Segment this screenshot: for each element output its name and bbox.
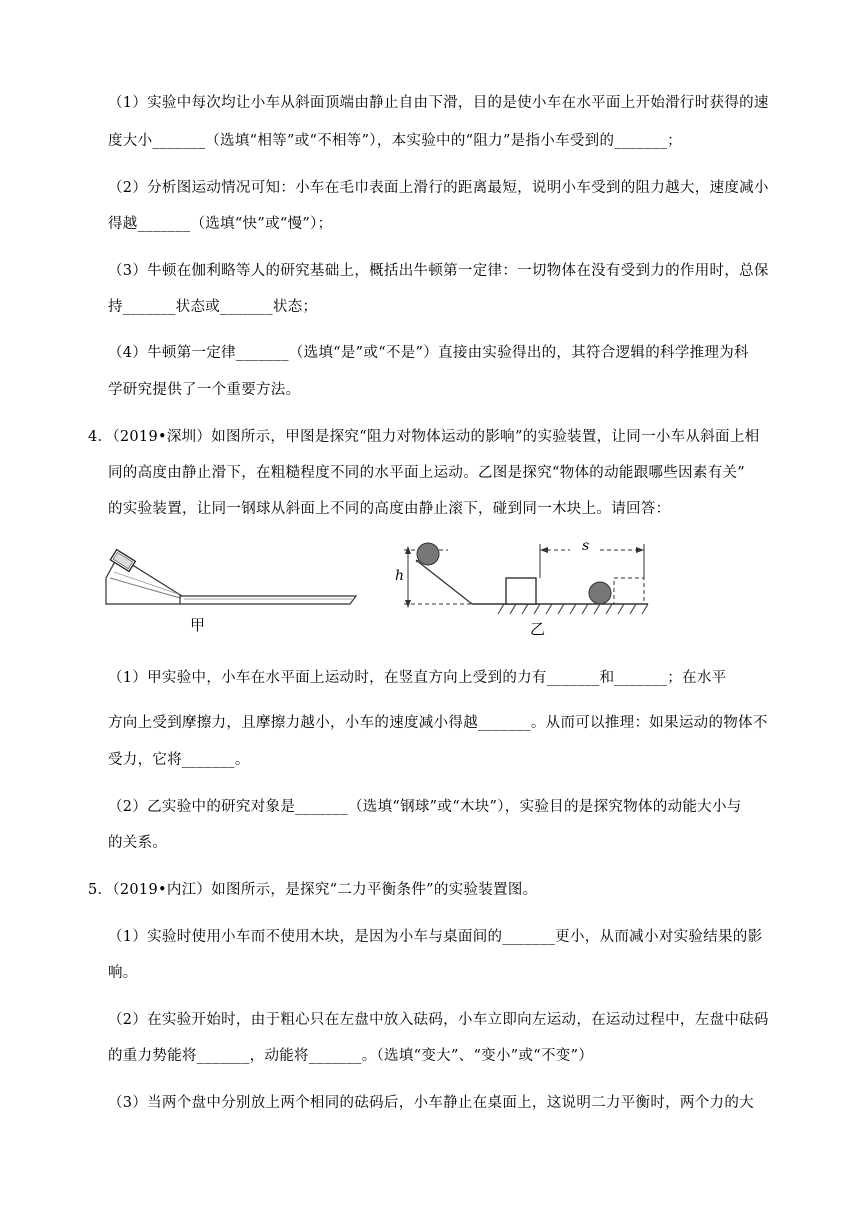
line-18: （1）实验时使用小车而不使用木块，是因为小车与桌面间的_______更小，从而减小对实验结果的影: [108, 929, 763, 945]
figure-b-apparatus: [404, 543, 648, 614]
line-17: 5．（2019•内江）如图所示，是探究“二力平衡条件”的实验装置图。: [88, 882, 538, 898]
line-4: 得越_______（选填“快”或“慢”）；: [108, 216, 333, 232]
figure-label-b: 乙: [530, 620, 546, 638]
line-1: （1）实验中每次均让小车从斜面顶端由静止自由下滑，目的是使小车在水平面上开始滑行时获得的速: [108, 95, 769, 111]
line-10: 同的高度由静止滑下，在粗糙程度不同的水平面上运动。乙图是探究“物体的动能跟哪些因素有关”: [108, 465, 746, 481]
line-11: 的实验装置，让同一钢球从斜面上不同的高度由静止滚下，碰到同一木块上。请回答：: [108, 501, 671, 517]
ball-bottom: [589, 582, 611, 604]
line-8: 学研究提供了一个重要方法。: [108, 382, 301, 398]
line-2: 度大小_______（选填“相等”或“不相等”），本实验中的“阻力”是指小车受到的_______；: [108, 133, 682, 149]
line-13: 方向上受到摩擦力，且摩擦力越小，小车的速度减小得越_______。从而可以推理：如果运动的物体不: [108, 715, 768, 731]
line-22: （3）当两个盘中分别放上两个相同的砝码后，小车静止在桌面上，这说明二力平衡时，两个力的大: [108, 1095, 754, 1111]
line-21: 的重力势能将_______，动能将_______。（选填“变大”、“变小”或“不变”）: [108, 1048, 594, 1064]
figure-label-a: 甲: [190, 616, 206, 634]
figure-h-label: h: [395, 568, 405, 584]
line-14: 受力，它将_______。: [108, 752, 250, 768]
line-20: （2）在实验开始时，由于粗心只在左盘中放入砝码，小车立即向左运动，在运动过程中，左盘中砝码: [108, 1012, 769, 1028]
line-15: （2）乙实验中的研究对象是_______（选填“钢球”或“木块”），实验目的是探究物体的动能大小与: [108, 799, 742, 815]
wood-block: [506, 578, 536, 604]
figure-a-apparatus: [106, 550, 356, 604]
line-16: 的关系。: [108, 835, 168, 851]
line-12: （1）甲实验中，小车在水平面上运动时，在竖直方向上受到的力有_______和_______；在水平: [108, 670, 727, 686]
experiment-figure: [100, 538, 660, 638]
ball-top: [417, 543, 439, 565]
line-5: （3）牛顿在伽利略等人的研究基础上，概括出牛顿第一定律：一切物体在没有受到力的作用时，总保: [108, 263, 769, 279]
line-7: （4）牛顿第一定律_______（选填“是”或“不是”）直接由实验得出的，其符合逻辑的科学推理为科: [108, 345, 749, 361]
line-9: 4．（2019•深圳）如图所示，甲图是探究“阻力对物体运动的影响”的实验装置，让同一小车从斜面上相: [88, 429, 760, 445]
figure-s-label: s: [582, 538, 590, 554]
line-3: （2）分析图运动情况可知：小车在毛巾表面上滑行的距离最短，说明小车受到的阻力越大，速度减小: [108, 180, 769, 196]
line-19: 响。: [108, 965, 138, 981]
line-6: 持_______状态或_______状态；: [108, 299, 318, 315]
